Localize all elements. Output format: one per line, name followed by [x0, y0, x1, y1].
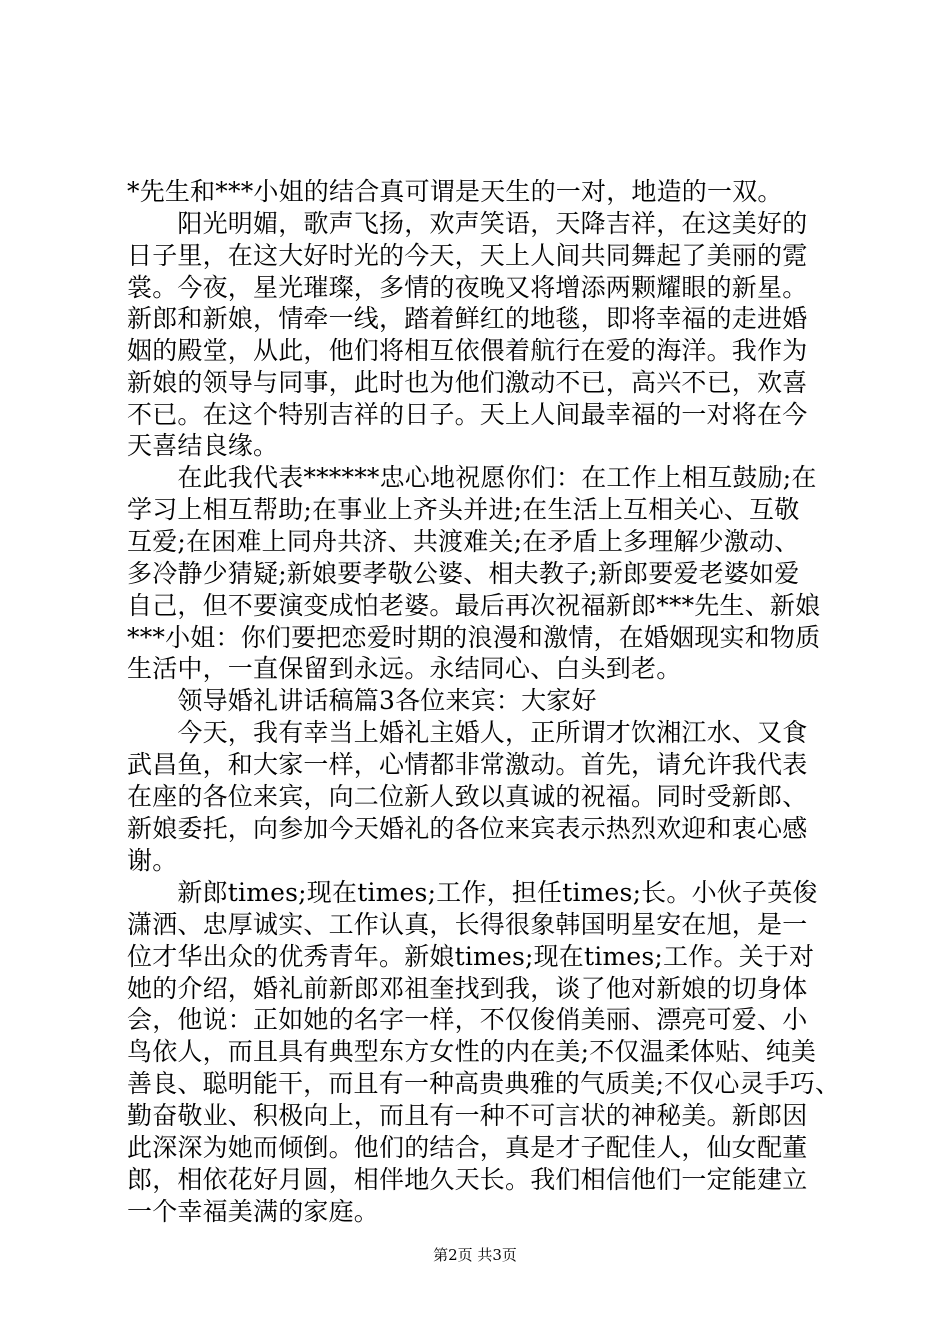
body-text-line: 天喜结良缘。	[127, 431, 279, 460]
body-text-line: 今天，我有幸当上婚礼主婚人，正所谓才饮湘江水、又食	[127, 718, 808, 747]
body-text-line: 姻的殿堂，从此，他们将相互依偎着航行在爱的海洋。我作为	[127, 336, 808, 365]
body-text-line: 在座的各位来宾，向二位新人致以真诚的祝福。同时受新郎、	[127, 782, 808, 811]
body-text-line: 新郎和新娘，情牵一线，踏着鲜红的地毯，即将幸福的走进婚	[127, 304, 808, 333]
body-text-line: 她的介绍，婚礼前新郎邓祖奎找到我，谈了他对新娘的切身体	[127, 974, 808, 1003]
section-heading-line: 领导婚礼讲话稿篇3各位来宾：大家好	[127, 686, 597, 715]
body-text-line: 新郎times;现在times;工作，担任times;长。小伙子英俊	[127, 878, 818, 907]
body-text-line: 勤奋敬业、积极向上，而且有一种不可言状的神秘美。新郎因	[127, 1101, 808, 1130]
body-text-line: 自己，但不要演变成怕老婆。最后再次祝福新郎***先生、新娘	[127, 591, 821, 620]
body-text-line: 裳。今夜，星光璀璨，多情的夜晚又将增添两颗耀眼的新星。	[127, 273, 808, 302]
body-text-line: 多冷静少猜疑;新娘要孝敬公婆、相夫教子;新郎要爱老婆如爱	[127, 559, 800, 588]
body-text-line: 鸟依人，而且具有典型东方女性的内在美;不仅温柔体贴、纯美	[127, 1037, 817, 1066]
body-text-line: 阳光明媚，歌声飞扬，欢声笑语，天降吉祥，在这美好的	[127, 209, 808, 238]
body-text-line: 日子里，在这大好时光的今天，天上人间共同舞起了美丽的霓	[127, 241, 808, 270]
body-text-line: 在此我代表******忠心地祝愿你们：在工作上相互鼓励;在	[127, 463, 817, 492]
body-text-line: 郎，相依花好月圆，相伴地久天长。我们相信他们一定能建立	[127, 1165, 808, 1194]
body-text-line: 一个幸福美满的家庭。	[127, 1197, 380, 1226]
body-text-line: *先生和***小姐的结合真可谓是天生的一对，地造的一双。	[127, 177, 783, 206]
body-text-line: 潇洒、忠厚诚实、工作认真，长得很象韩国明星安在旭，是一	[127, 910, 808, 939]
body-text-line: 善良、聪明能干，而且有一种高贵典雅的气质美;不仅心灵手巧、	[127, 1069, 841, 1098]
body-text-line: ***小姐：你们要把恋爱时期的浪漫和激情，在婚姻现实和物质	[127, 623, 821, 652]
body-text-line: 互爱;在困难上同舟共济、共渡难关;在矛盾上多理解少激动、	[127, 527, 800, 556]
body-text-line: 不已。在这个特别吉祥的日子。天上人间最幸福的一对将在今	[127, 400, 808, 429]
body-text-line: 新娘的领导与同事，此时也为他们激动不已，高兴不已，欢喜	[127, 368, 808, 397]
body-text-line: 会，他说：正如她的名字一样，不仅俊俏美丽、漂亮可爱、小	[127, 1005, 808, 1034]
body-text-line: 谢。	[127, 846, 178, 875]
body-text-line: 新娘委托，向参加今天婚礼的各位来宾表示热烈欢迎和衷心感	[127, 814, 808, 843]
body-text-line: 此深深为她而倾倒。他们的结合，真是才子配佳人，仙女配董	[127, 1133, 808, 1162]
body-text-line: 生活中，一直保留到永远。永结同心、白头到老。	[127, 654, 682, 683]
body-text-line: 武昌鱼，和大家一样，心情都非常激动。首先，请允许我代表	[127, 750, 808, 779]
body-text-line: 学习上相互帮助;在事业上齐头并进;在生活上互相关心、互敬	[127, 495, 800, 524]
page-footer: 第2页 共3页	[433, 1246, 517, 1264]
body-text-line: 位才华出众的优秀青年。新娘times;现在times;工作。关于对	[127, 942, 815, 971]
